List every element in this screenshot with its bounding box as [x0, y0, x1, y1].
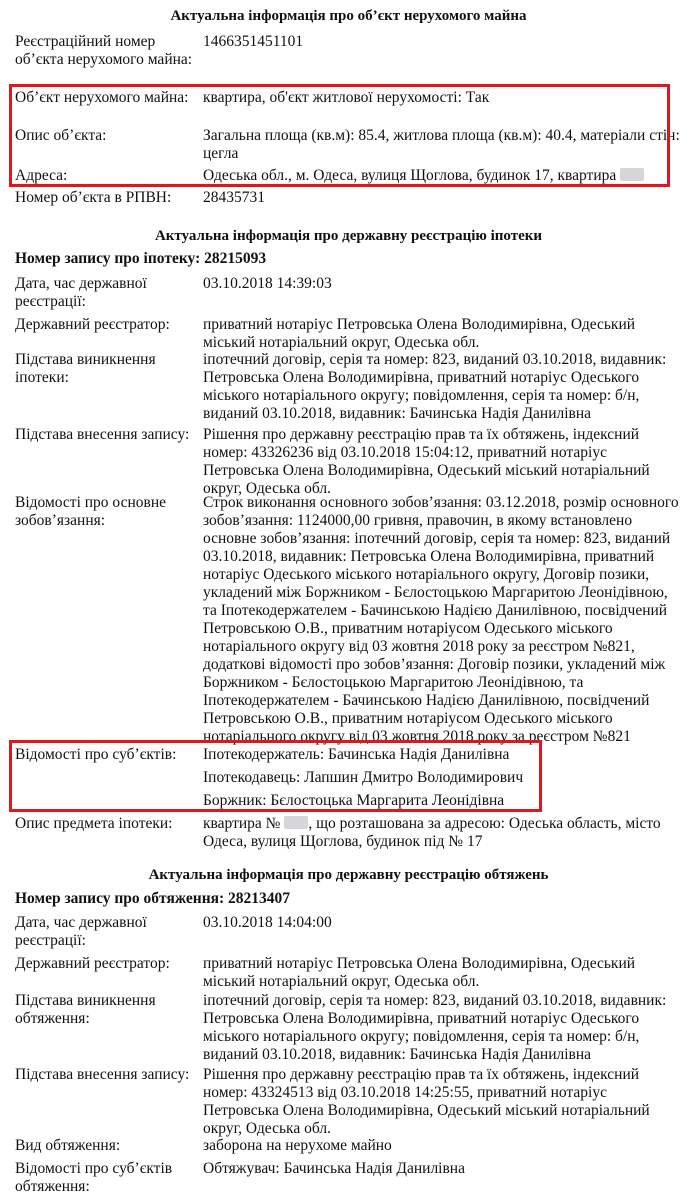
encumbrance-record-number: Номер запису про обтяження: 28213407 [15, 890, 291, 907]
encumbrance-section-title: Актуальна інформація про державну реєстрацію обтяжень [148, 867, 549, 883]
encumbrance-type-label: Вид обтяження: [15, 1137, 121, 1154]
redacted-apartment-number [284, 816, 308, 829]
encumbrance-basis-origin-label: Підстава виникнення обтяження: [15, 992, 156, 1027]
highlight-subjects-box [9, 740, 542, 812]
encumbrance-subjects-label: Відомості про суб’єктів обтяження: [15, 1160, 173, 1195]
mortgage-registrar-label: Державний реєстратор: [15, 316, 170, 333]
mortgage-basis-origin-value: іпотечний договір, серія та номер: 823, виданий 03.10.2018, видавник: Петровська Олена Володимирівна, приватний нотаріус Одеського міського нотаріального округу; повідомлення, серія та номер: б/н, виданий 03.10.2018, видавник: Бачинська Надія Данилівна [203, 351, 667, 422]
rpvn-value: 28435731 [203, 189, 265, 206]
encumbrance-subjects-value: Обтяжувач: Бачинська Надія Данилівна [203, 1160, 465, 1177]
encumbrance-date-value: 03.10.2018 14:04:00 [203, 914, 332, 931]
encumbrance-date-label: Дата, час державної реєстрації: [15, 914, 147, 949]
mortgage-obligation-label: Відомості про основне зобов’язання: [15, 494, 166, 529]
subject-desc-after: , що розташована за адресою: Одеська область, місто Одеса, вулиця Щоглова, будинок під № 17 [203, 815, 661, 850]
mortgage-registrar-value: приватний нотаріус Петровська Олена Володимирівна, Одеський міський нотаріальний округ, Одеська обл. [203, 316, 636, 351]
reg-number-label: Реєстраційний номер об’єкта нерухомого майна: [15, 33, 193, 68]
mortgage-obligation-value: Строк виконання основного зобов’язання: 03.12.2018, розмір основного зобов’язання: 1124000,00 гривня, правочин, в якому встановлено основне зобов’язання: іпотечний договір, серія та номер: 823, виданий 03.10.2018, видавник: Петровська Олена Володимирівна, приватний нотаріус Одеського міського нотаріального округу, Договір позики, укладений між Боржником - Бєлостоцькою Маргаритою Леонідівною, та Іпотекодержателем - Бачинською Надією Данилівною, посвідчений Петровською О.В., приватним нотаріусом Одеського міського нотаріального округу від 03 жовтня 2018 року за реєстром №821, додаткові відомості про зобов’язання: Договір позики, укладений між Боржником - Бєлостоцькою Маргаритою Леонідівною, та Іпотекодержателем - Бачинською Надією Данилівною, посвідчений Петровською О.В., приватним нотаріусом Одеського міського нотаріального округу від 03 жовтня 2018 року за реєстром №821 [203, 494, 679, 745]
reg-number-value: 1466351451101 [203, 33, 304, 50]
mortgage-basis-entry-value: Рішення про державну реєстрацію прав та їх обтяжень, індексний номер: 43326236 від 03.10.2018 15:04:12, приватний нотаріус Петровська Олена Володимирівна, Одеський міський нотаріальний округ, Одеська обл. [203, 426, 650, 497]
encumbrance-basis-entry-value: Рішення про державну реєстрацію прав та їх обтяжень, індексний номер: 43324513 від 03.10.2018 14:25:55, приватний нотаріус Петровська Олена Володимирівна, Одеський міський нотаріальний округ, Одеська обл. [203, 1066, 650, 1137]
description-value: Загальна площа (кв.м): 85.4, житлова площа (кв.м): 40.4, матеріали стін: цегла [203, 127, 680, 162]
encumbrance-basis-origin-value: іпотечний договір, серія та номер: 823, виданий 03.10.2018, видавник: Петровська Олена Володимирівна, приватний нотаріус Одеського міського нотаріального округу; повідомлення, серія та номер: б/н, виданий 03.10.2018, видавник: Бачинська Надія Данилівна [203, 992, 667, 1063]
mortgage-subject-desc-value [203, 815, 681, 851]
highlight-property-box [9, 84, 670, 187]
mortgage-subject-desc-label: Опис предмета іпотеки: [15, 815, 173, 832]
mortgage-basis-origin-label: Підстава виникнення іпотеки: [15, 351, 156, 386]
mortgage-date-value: 03.10.2018 14:39:03 [203, 275, 332, 292]
mortgage-date-label: Дата, час державної реєстрації: [15, 275, 147, 310]
subject-desc-before: квартира № [203, 815, 281, 832]
encumbrance-basis-entry-label: Підстава внесення запису: [15, 1066, 190, 1083]
description-label: Опис об’єкта: [15, 127, 107, 144]
object-value: квартира, об'єкт житлової нерухомості: Так [203, 89, 490, 106]
mortgagee-value: Іпотекодержатель: Бачинська Надія Данилівна [203, 746, 510, 763]
mortgage-record-number: Номер запису про іпотеку: 28215093 [15, 250, 267, 267]
mortgage-subjects-label: Відомості про суб’єктів: [15, 746, 177, 763]
property-section-title: Актуальна інформація про об’єкт нерухомого майна [170, 8, 527, 24]
mortgage-basis-entry-label: Підстава внесення запису: [15, 426, 190, 443]
mortgagor-value: Іпотекодавець: Лапшин Дмитро Володимирович [203, 769, 524, 786]
address-text: Одеська обл., м. Одеса, вулиця Щоглова, будинок 17, квартира [203, 167, 617, 184]
rpvn-label: Номер об’єкта в РПВН: [15, 189, 172, 206]
address-label: Адреса: [15, 167, 68, 184]
debtor-value: Боржник: Бєлостоцька Маргарита Леонідівна [203, 792, 505, 809]
object-label: Об’єкт нерухомого майна: [15, 89, 189, 106]
mortgage-section-title: Актуальна інформація про державну реєстрацію іпотеки [154, 228, 543, 244]
encumbrance-registrar-value: приватний нотаріус Петровська Олена Володимирівна, Одеський міський нотаріальний округ, Одеська обл. [203, 955, 636, 990]
encumbrance-registrar-label: Державний реєстратор: [15, 955, 170, 972]
encumbrance-type-value: заборона на нерухоме майно [203, 1137, 392, 1154]
